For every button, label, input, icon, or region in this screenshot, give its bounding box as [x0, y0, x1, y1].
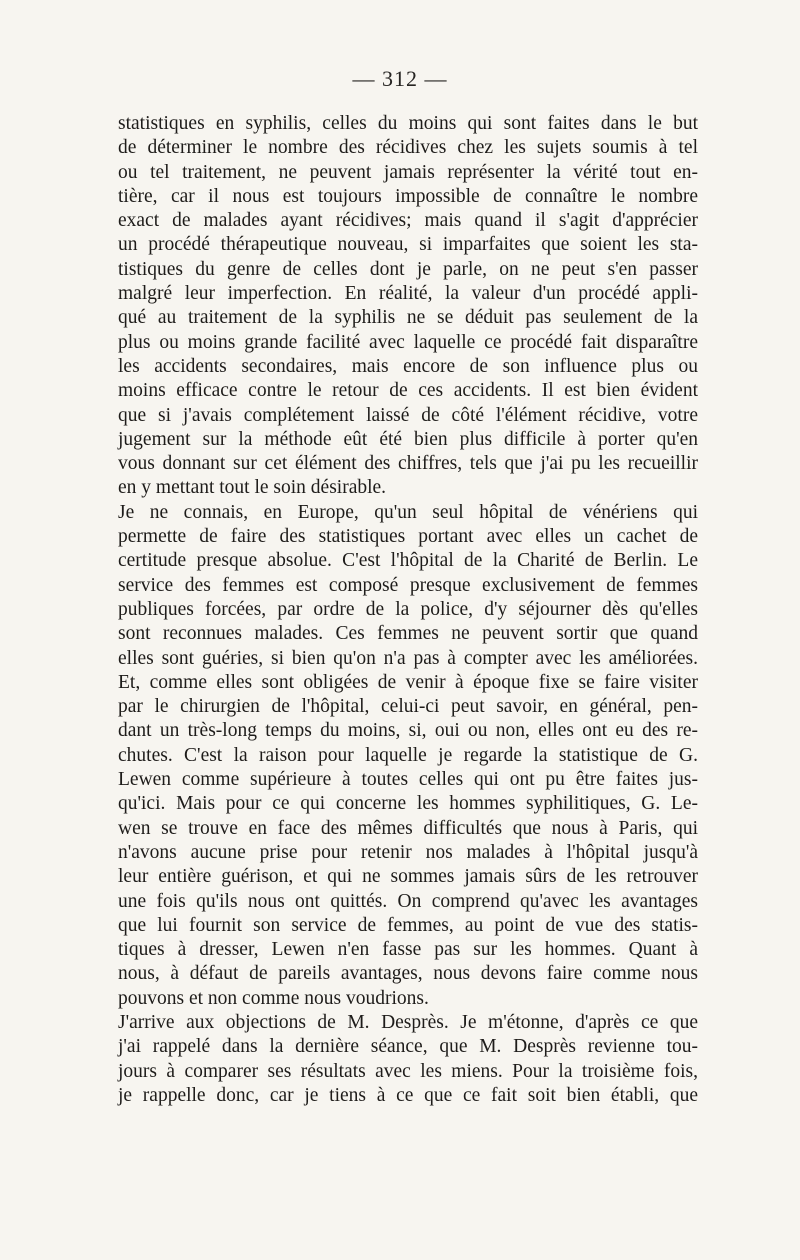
- text-line: chutes. C'est la raison pour laquelle je regarde la statistique de G.: [118, 744, 698, 766]
- text-line: Je ne connais, en Europe, qu'un seul hôpital de vénériens qui: [118, 501, 698, 523]
- text-line: jours à comparer ses résultats avec les miens. Pour la troisième fois,: [118, 1060, 698, 1082]
- text-line: leur entière guérison, et qui ne sommes jamais sûrs de les retrouver: [118, 866, 698, 888]
- text-line: Et, comme elles sont obligées de venir à époque fixe se faire visiter: [118, 671, 698, 693]
- text-line: par le chirurgien de l'hôpital, celui-ci peut savoir, en général, pen-: [118, 696, 698, 718]
- paragraph: [118, 1011, 698, 1108]
- text-line: Lewen comme supérieure à toutes celles qui ont pu être faites jus-: [118, 769, 698, 791]
- body-text: [118, 112, 698, 1108]
- text-line: un procédé thérapeutique nouveau, si imparfaites que soient les sta-: [118, 234, 698, 256]
- text-line: n'avons aucune prise pour retenir nos malades à l'hôpital jusqu'à: [118, 841, 698, 863]
- text-line: J'arrive aux objections de M. Desprès. Je m'étonne, d'après ce que: [118, 1011, 698, 1033]
- text-line: service des femmes est composé presque exclusivement de femmes: [118, 574, 698, 596]
- page-number: — 312 —: [352, 66, 448, 91]
- text-line: statistiques en syphilis, celles du moins qui sont faites dans le but: [118, 113, 698, 134]
- text-line: exact de malades ayant récidives; mais quand il s'agit d'apprécier: [118, 210, 698, 232]
- paragraph: [118, 112, 698, 501]
- text-line: publiques forcées, par ordre de la police, d'y séjourner dès qu'elles: [118, 598, 698, 620]
- text-line: les accidents secondaires, mais encore de son influence plus ou: [118, 355, 698, 377]
- text-line: j'ai rappelé dans la dernière séance, que M. Desprès revienne tou-: [118, 1036, 698, 1058]
- text-line: permette de faire des statistiques portant avec elles un cachet de: [118, 526, 698, 548]
- text-line: sont reconnues malades. Ces femmes ne peuvent sortir que quand: [118, 623, 698, 645]
- text-line: ou tel traitement, ne peuvent jamais représenter la vérité tout en-: [118, 161, 698, 183]
- text-line: une fois qu'ils nous ont quittés. On comprend qu'avec les avantages: [118, 890, 698, 912]
- text-line: plus ou moins grande facilité avec laquelle ce procédé fait disparaître: [118, 331, 698, 353]
- text-line: moins efficace contre le retour de ces accidents. Il est bien évident: [118, 380, 698, 402]
- text-line: qu'ici. Mais pour ce qui concerne les hommes syphilitiques, G. Le-: [118, 793, 698, 815]
- text-line: tiques à dresser, Lewen n'en fasse pas sur les hommes. Quant à: [118, 939, 698, 961]
- text-line: que lui fournit son service de femmes, au point de vue des statis-: [118, 914, 698, 936]
- text-line: qué au traitement de la syphilis ne se déduit pas seulement de la: [118, 307, 698, 329]
- text-line: de déterminer le nombre des récidives chez les sujets soumis à tel: [118, 137, 698, 159]
- text-line: certitude presque absolue. C'est l'hôpital de la Charité de Berlin. Le: [118, 550, 698, 572]
- text-line: wen se trouve en face des mêmes difficultés que nous à Paris, qui: [118, 817, 698, 839]
- text-line: en y mettant tout le soin désirable.: [118, 477, 387, 499]
- text-line: malgré leur imperfection. En réalité, la valeur d'un procédé appli-: [118, 283, 698, 305]
- text-line: jugement sur la méthode eût été bien plus difficile à porter qu'en: [118, 428, 698, 450]
- paragraph: [118, 501, 698, 1011]
- text-line: dant un très-long temps du moins, si, oui ou non, elles ont eu des re-: [118, 720, 698, 742]
- text-line: tistiques du genre de celles dont je parle, on ne peut s'en passer: [118, 258, 698, 280]
- text-line: que si j'avais complétement laissé de côté l'élément récidive, votre: [118, 404, 698, 426]
- text-line: tière, car il nous est toujours impossible de connaître le nombre: [118, 185, 698, 207]
- text-line: je rappelle donc, car je tiens à ce que ce fait soit bien établi, que: [118, 1084, 698, 1106]
- text-line: pouvons et non comme nous voudrions.: [118, 987, 429, 1009]
- text-line: vous donnant sur cet élément des chiffres, tels que j'ai pu les recueillir: [118, 453, 698, 475]
- text-line: nous, à défaut de pareils avantages, nous devons faire comme nous: [118, 963, 698, 985]
- text-line: elles sont guéries, si bien qu'on n'a pas à compter avec les améliorées.: [118, 647, 698, 669]
